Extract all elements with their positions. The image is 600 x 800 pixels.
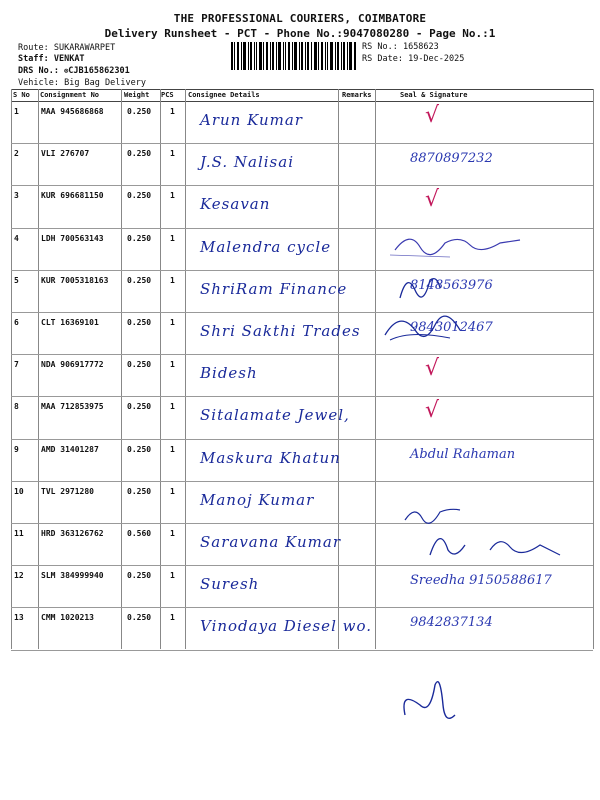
row-weight: 0.250 [127,613,152,623]
row-consignee: Maskura Khatun [200,448,341,467]
col-consignment: Consignment No [40,91,100,99]
row-consignment: NDA 906917772 [41,360,104,370]
row-pcs: 1 [170,486,175,496]
row-divider [11,481,593,482]
row-consignment: CLT 16369101 [41,318,99,327]
table-header-rule [11,101,593,102]
col-pcs: PCS [161,91,174,99]
row-sno: 5 [14,275,19,285]
row-consignment: CMM 1020213 [41,613,94,623]
row-weight: 0.250 [127,486,152,496]
row-consignee: Arun Kumar [200,111,303,129]
signature-scribble-row6 [380,310,470,350]
delivered-tick-icon: √ [425,187,440,213]
row-weight: 0.250 [127,275,152,285]
row-sno: 8 [14,402,19,412]
delivered-tick-icon: √ [425,356,440,382]
row-divider [11,439,593,440]
row-weight: 0.250 [127,402,152,412]
row-signature: 8148563976 [410,277,493,293]
col-rule [593,89,594,649]
signature-scribble-row5 [395,270,445,305]
row-weight: 0.250 [127,233,152,243]
col-signature: Seal & Signature [400,91,468,99]
row-signature: Abdul Rahaman [410,446,516,462]
row-weight: 0.250 [127,191,152,201]
row-pcs: 1 [170,360,175,370]
row-consignee: Manoj Kumar [200,490,315,509]
row-weight: 0.250 [127,360,152,370]
row-consignment: MAA 945686868 [41,107,104,116]
row-sno: 11 [14,529,24,538]
row-weight: 0.560 [127,529,152,538]
row-divider [11,354,593,355]
delivered-tick-icon: √ [425,103,440,128]
row-consignee: Malendra cycle [200,237,332,256]
barcode [231,42,356,70]
route-line [18,43,115,53]
drs-line [18,66,130,76]
rs-date-label: RS Date: [362,54,403,64]
table-top-rule [11,89,593,90]
row-signature: 9842837134 [410,615,493,631]
staff-value: VENKAT [53,54,85,64]
row-pcs: 1 [170,318,175,327]
row-consignment: TVL 2971280 [41,486,94,496]
row-consignee: Suresh [200,575,260,594]
rs-no-line [362,42,439,52]
row-sno: 4 [14,233,19,243]
row-consignee: Kesavan [200,195,271,214]
row-consignee: Sitalamate Jewel, [200,406,350,425]
col-consignee: Consignee Details [188,91,260,99]
route-value: SUKARAWARPET [53,43,116,53]
row-pcs: 1 [170,107,175,116]
row-consignment: SLM 384999940 [41,571,104,581]
row-consignment: HRD 363126762 [41,529,104,538]
drs-label: DRS No.: [18,66,59,76]
row-pcs: 1 [170,613,175,623]
rs-date-value: 19-Dec-2025 [408,54,465,64]
row-signature: 8870897232 [410,151,493,167]
drs-value: CJB165862301 [68,66,130,76]
row-sno: 9 [14,444,19,454]
row-divider [11,312,593,313]
company-title: THE PROFESSIONAL COURIERS, COIMBATORE [173,12,427,25]
row-sno: 7 [14,360,19,370]
col-weight: Weight [124,91,150,99]
row-consignee: Saravana Kumar [200,533,341,551]
row-sno: 2 [14,149,19,159]
row-sno: 1 [14,107,19,116]
col-remarks: Remarks [342,91,372,99]
row-signature: 9843012467 [410,320,493,335]
row-divider [11,185,593,186]
staff-line [18,54,85,64]
row-signature: Sreedha 9150588617 [410,573,552,589]
vehicle-line [18,78,146,88]
vehicle-label: Vehicle: [18,78,59,88]
row-divider [11,607,593,608]
col-sno: S No [13,91,30,99]
row-consignee: J.S. Nalisai [200,153,294,172]
row-pcs: 1 [170,529,175,538]
staff-label: Staff: [18,54,49,64]
row-divider [11,143,593,144]
delivered-tick-icon: √ [425,398,440,424]
row-pcs: 1 [170,571,175,581]
row-consignment: KUR 696681150 [41,191,104,201]
row-divider [11,565,593,566]
row-pcs: 1 [170,444,175,454]
row-pcs: 1 [170,275,175,285]
row-weight: 0.250 [127,318,152,327]
row-consignee: ShriRam Finance [200,279,348,298]
signature-scribble-row11 [420,525,570,565]
row-divider [11,650,593,651]
row-sno: 12 [14,571,24,581]
rs-no-value: 1658623 [402,42,439,52]
row-pcs: 1 [170,149,175,159]
row-divider [11,523,593,524]
drs-qr-icon: ⊗ [64,67,69,75]
runsheet-title: Delivery Runsheet - PCT - Phone No.:9047080280 - Page No.:1 [104,27,496,40]
rs-date-line [362,54,464,64]
vehicle-value: Big Bag Delivery [64,78,146,88]
row-sno: 10 [14,486,24,496]
row-sno: 3 [14,191,19,201]
row-weight: 0.250 [127,444,152,454]
row-pcs: 1 [170,233,175,243]
row-sno: 13 [14,613,24,623]
signature-scribble-row4 [390,225,530,265]
row-consignment: AMD 31401287 [41,444,99,454]
row-pcs: 1 [170,191,175,201]
route-label: Route: [18,43,49,53]
row-consignee: Bidesh [200,364,258,383]
rs-no-label: RS No.: [362,42,398,52]
row-pcs: 1 [170,402,175,412]
row-consignment: MAA 712853975 [41,402,104,412]
row-consignee: Shri Sakthi Trades [200,322,361,340]
row-divider [11,270,593,271]
row-divider [11,396,593,397]
row-consignment: KUR 7005318163 [41,275,109,285]
row-consignee: Vinodaya Diesel wo. [200,617,373,636]
row-weight: 0.250 [127,149,152,159]
row-consignment: VLI 276707 [41,149,90,159]
signature-scribble-footer [395,675,465,730]
row-weight: 0.250 [127,571,152,581]
row-weight: 0.250 [127,107,152,116]
row-consignment: LDH 700563143 [41,233,104,243]
row-sno: 6 [14,318,19,327]
